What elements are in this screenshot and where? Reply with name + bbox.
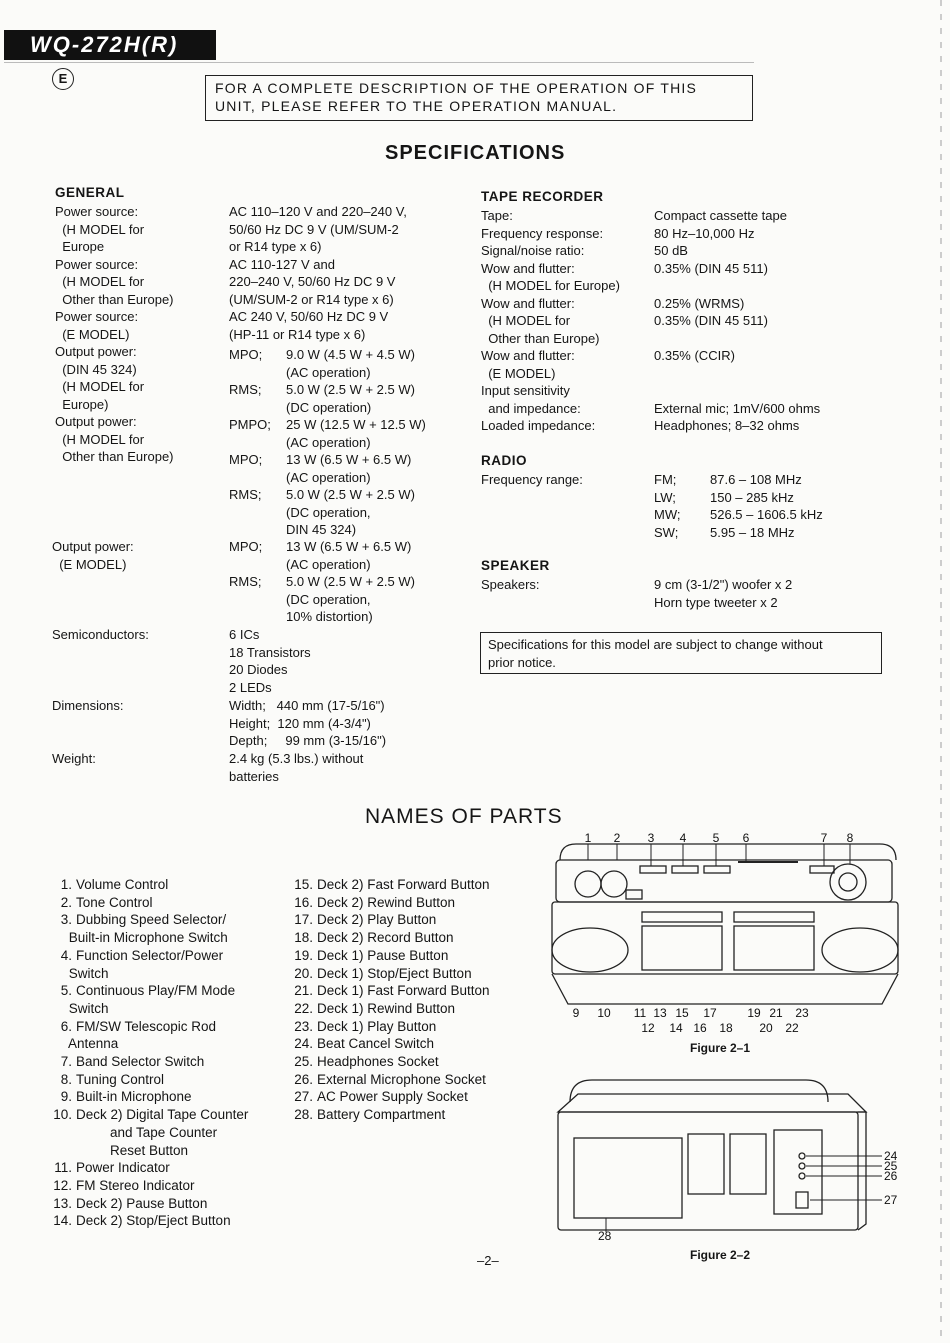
part-number: 16. xyxy=(294,894,313,910)
figure1-label-7: 7 xyxy=(820,832,828,845)
speaker-value: 9 cm (3-1/2") woofer x 2 Horn type tweeter x 2 xyxy=(654,577,793,610)
part-number: 23. xyxy=(294,1018,313,1034)
figure2-label-26: 26 xyxy=(884,1169,898,1183)
part-number: 17. xyxy=(294,912,313,928)
radio-bands: FM; LW; MW; SW; xyxy=(654,472,681,540)
part-number: 24. xyxy=(294,1036,313,1052)
figure1-label-13: 13 xyxy=(653,1006,667,1020)
weight-label: Weight: xyxy=(52,751,96,766)
part-name: Power Indicator xyxy=(76,1160,170,1176)
tape-recorder-heading: TAPE RECORDER xyxy=(481,189,604,204)
figure2-label-24: 24 xyxy=(884,1149,898,1163)
part-name: Deck 2) Pause Button xyxy=(76,1195,208,1211)
part-name: FM/SW Telescopic Rod Antenna xyxy=(68,1018,217,1052)
part-name: Tone Control xyxy=(76,894,153,910)
header-rule xyxy=(4,62,754,63)
part-number: 20. xyxy=(294,965,313,981)
part-item xyxy=(291,1071,490,1089)
part-item xyxy=(50,911,248,946)
carry-handle xyxy=(560,844,896,860)
operation-notice: FOR A COMPLETE DESCRIPTION OF THE OPERATION OF THIS UNIT, PLEASE REFER TO THE OPERATION MANUAL. xyxy=(205,75,753,121)
part-item xyxy=(50,1018,248,1053)
speaker-heading: SPEAKER xyxy=(481,558,550,573)
part-name: Beat Cancel Switch xyxy=(317,1036,435,1052)
part-number: 21. xyxy=(294,983,313,999)
part-name: Deck 2) Fast Forward Button xyxy=(317,877,490,892)
output-e-labels: MPO; RMS; xyxy=(229,539,263,589)
figure1-label-17: 17 xyxy=(703,1006,717,1020)
part-number: 10. xyxy=(53,1107,72,1123)
tape-recorder-values: Compact cassette tape 80 Hz–10,000 Hz 50 dB 0.35% (DIN 45 511) 0.25% (WRMS) 0.35% (DIN 45 511) 0.35% (CCIR) External mic; 1mV/600 ohms Headphones; 8–32 ohms xyxy=(654,208,821,433)
part-number: 18. xyxy=(294,930,313,946)
part-name: External Microphone Socket xyxy=(317,1071,486,1087)
part-item xyxy=(50,894,248,912)
part-item xyxy=(50,1195,248,1213)
figure1-label-8: 8 xyxy=(846,832,854,845)
part-item xyxy=(291,894,490,912)
radio-heading: RADIO xyxy=(481,453,527,468)
part-number: 22. xyxy=(294,1000,313,1016)
deck2-buttons xyxy=(642,912,722,922)
figure1-label-23: 23 xyxy=(795,1006,809,1020)
part-item xyxy=(291,947,490,965)
volume-knob xyxy=(575,871,601,897)
output-e-label: Output power: (E MODEL) xyxy=(52,539,134,572)
part-number: 6. xyxy=(60,1018,72,1034)
figure1-label-5: 5 xyxy=(712,832,720,845)
part-name: Volume Control xyxy=(76,877,169,892)
beat-cancel-switch xyxy=(799,1153,805,1159)
part-item xyxy=(50,1212,248,1230)
part-item xyxy=(291,1053,490,1071)
part-number: 4. xyxy=(60,947,72,963)
part-name: Deck 1) Pause Button xyxy=(317,947,449,963)
part-name: FM Stereo Indicator xyxy=(76,1177,195,1193)
part-item xyxy=(50,876,248,894)
part-name: Function Selector/Power Switch xyxy=(68,947,224,981)
weight-value: 2.4 kg (5.3 lbs.) without batteries xyxy=(229,751,364,784)
part-number: 11. xyxy=(54,1160,72,1176)
part-number: 14. xyxy=(53,1213,72,1229)
specifications-title: SPECIFICATIONS xyxy=(385,142,566,164)
figure1-label-1: 1 xyxy=(584,832,592,845)
figure2-label-28: 28 xyxy=(598,1229,612,1242)
figure1-label-11: 11 xyxy=(633,1006,647,1020)
figure1-label-6: 6 xyxy=(742,832,750,845)
figure1-label-22: 22 xyxy=(785,1021,799,1035)
deck1-buttons xyxy=(734,912,814,922)
part-item xyxy=(291,876,490,894)
part-number: 27. xyxy=(294,1089,313,1105)
right-speaker xyxy=(822,928,898,972)
ac-socket xyxy=(796,1192,808,1208)
semiconductors-value: 6 ICs 18 Transistors 20 Diodes 2 LEDs xyxy=(229,627,311,695)
part-number: 2. xyxy=(60,894,72,910)
tone-knob xyxy=(601,871,627,897)
part-name: Deck 1) Stop/Eject Button xyxy=(317,965,472,981)
part-item xyxy=(291,1018,490,1036)
part-name: Deck 2) Record Button xyxy=(317,930,454,946)
figure2-label-27: 27 xyxy=(884,1193,898,1207)
part-item xyxy=(291,965,490,983)
general-power-values: AC 110–120 V and 220–240 V, 50/60 Hz DC 9 V (UM/SUM-2 or R14 type x 6) AC 110-127 V and 220–240 V, 50/60 Hz DC 9 V (UM/SUM-2 or R14 type x 6) AC 240 V, 50/60 Hz DC 9 V (HP-11 or R14 type x 6) xyxy=(229,204,407,342)
part-number: 1. xyxy=(60,877,72,892)
deck2-door xyxy=(642,926,722,970)
figure1-label-18: 18 xyxy=(719,1021,733,1035)
part-item xyxy=(50,1088,248,1106)
part-name: Deck 2) Rewind Button xyxy=(317,894,456,910)
part-item xyxy=(50,1071,248,1089)
part-name: Deck 1) Fast Forward Button xyxy=(317,983,490,999)
output-e-values: 13 W (6.5 W + 6.5 W) (AC operation) 5.0 W (2.5 W + 2.5 W) (DC operation, 10% distortion) xyxy=(286,539,415,624)
battery-compartment xyxy=(574,1138,682,1218)
part-item xyxy=(291,1000,490,1018)
part-name: Deck 2) Play Button xyxy=(317,912,437,928)
figure1-label-14: 14 xyxy=(669,1021,683,1035)
part-item xyxy=(50,947,248,982)
top-surface xyxy=(558,1094,866,1112)
part-name: Tuning Control xyxy=(76,1071,165,1087)
part-number: 28. xyxy=(294,1107,313,1123)
base xyxy=(552,974,898,1004)
part-item xyxy=(291,1088,490,1106)
part-name: Battery Compartment xyxy=(317,1107,446,1123)
figure1-label-9: 9 xyxy=(572,1006,580,1020)
figure1-label-16: 16 xyxy=(693,1021,707,1035)
part-name: Built-in Microphone xyxy=(76,1089,192,1105)
left-speaker xyxy=(552,928,628,972)
deck1-door xyxy=(734,926,814,970)
general-heading: GENERAL xyxy=(55,185,125,200)
figure1-label-20: 20 xyxy=(759,1021,773,1035)
figure-2-2-rear-view xyxy=(548,1072,938,1242)
figure-2-1-caption: Figure 2–1 xyxy=(690,1041,751,1055)
page-number: –2– xyxy=(477,1253,499,1268)
part-item xyxy=(291,1106,490,1124)
part-name: Continuous Play/FM Mode Switch xyxy=(68,983,236,1016)
part-number: 19. xyxy=(294,947,313,963)
part-number: 8. xyxy=(60,1071,72,1087)
part-item xyxy=(291,911,490,929)
figure1-label-10: 10 xyxy=(597,1006,611,1020)
part-item xyxy=(50,1177,248,1195)
part-number: 13. xyxy=(53,1195,72,1211)
figure1-label-12: 12 xyxy=(641,1021,655,1035)
change-notice: Specifications for this model are subject to change without prior notice. xyxy=(480,632,882,674)
part-item xyxy=(50,1159,248,1177)
figure1-label-15: 15 xyxy=(675,1006,689,1020)
part-name: Deck 2) Digital Tape Counter and Tape Counter Reset Button xyxy=(76,1107,249,1158)
figure1-label-21: 21 xyxy=(769,1006,783,1020)
part-name: Headphones Socket xyxy=(317,1054,439,1070)
names-of-parts-title: NAMES OF PARTS xyxy=(365,805,563,828)
figure1-label-3: 3 xyxy=(647,832,655,845)
part-item xyxy=(50,1053,248,1071)
mic-socket xyxy=(799,1173,805,1179)
output-h-other-values: 25 W (12.5 W + 12.5 W) (AC operation) 13 W (6.5 W + 6.5 W) (AC operation) 5.0 W (2.5 W + 2.5 W) (DC operation, DIN 45 324) xyxy=(286,417,426,537)
figure2-label-25: 25 xyxy=(884,1159,898,1173)
tape-recorder-labels: Tape: Frequency response: Signal/noise ratio: Wow and flutter: (H MODEL for Europe) Wow and flutter: (H MODEL for Other than Europe) Wow and flutter: (E MODEL) Input sensitivity and impedance: Loaded impedance: xyxy=(481,208,620,433)
part-name: Deck 1) Rewind Button xyxy=(317,1000,456,1016)
semiconductors-label: Semiconductors: xyxy=(52,627,149,642)
dimensions-value: Width; 440 mm (17-5/16") Height; 120 mm (4-3/4") Depth; 99 mm (3-15/16") xyxy=(229,698,387,748)
figure1-label-19: 19 xyxy=(747,1006,761,1020)
part-item xyxy=(291,982,490,1000)
output-h-europe-values: 9.0 W (4.5 W + 4.5 W) (AC operation) 5.0 W (2.5 W + 2.5 W) (DC operation) xyxy=(286,347,415,415)
part-number: 12. xyxy=(53,1177,72,1193)
part-item xyxy=(291,929,490,947)
part-item xyxy=(50,982,248,1017)
part-name: AC Power Supply Socket xyxy=(317,1089,468,1105)
dimensions-label: Dimensions: xyxy=(52,698,124,713)
radio-label: Frequency range: xyxy=(481,472,583,487)
part-name: Deck 2) Stop/Eject Button xyxy=(76,1213,231,1229)
part-number: 9. xyxy=(60,1089,72,1105)
part-number: 26. xyxy=(294,1071,313,1087)
figure1-label-2: 2 xyxy=(613,832,621,845)
scan-edge xyxy=(940,0,942,1343)
part-name: Band Selector Switch xyxy=(76,1054,205,1070)
parts-list-column-2 xyxy=(291,876,490,1124)
tuning-knob xyxy=(830,864,866,900)
carry-handle xyxy=(570,1080,828,1102)
parts-list-column-1 xyxy=(50,876,248,1230)
part-number: 5. xyxy=(60,983,72,999)
figure-2-1-front-view xyxy=(548,832,938,1064)
general-labels: Power source: (H MODEL for Europe Power source: (H MODEL for Other than Europe) Power source: (E MODEL) Output power: (DIN 45 324) (H MODEL for Europe) Output power: (H MODEL for Other than Europe) xyxy=(55,204,174,464)
part-number: 3. xyxy=(60,912,72,928)
radio-ranges: 87.6 – 108 MHz 150 – 285 kHz 526.5 – 1606.5 kHz 5.95 – 18 MHz xyxy=(710,472,823,540)
figure-2-2-caption: Figure 2–2 xyxy=(690,1248,751,1262)
body xyxy=(552,902,898,974)
speaker-label: Speakers: xyxy=(481,577,540,592)
part-number: 15. xyxy=(294,877,313,892)
part-name: Dubbing Speed Selector/ Built-in Microphone Switch xyxy=(68,912,228,946)
part-number: 7. xyxy=(60,1054,72,1070)
figure1-label-4: 4 xyxy=(679,832,687,845)
part-name: Deck 1) Play Button xyxy=(317,1018,437,1034)
part-item xyxy=(50,1106,248,1159)
region-mark: E xyxy=(52,68,74,90)
model-banner: WQ-272H(R) xyxy=(4,30,216,60)
output-h-other-labels: PMPO; MPO; RMS; xyxy=(229,417,271,502)
part-item xyxy=(291,1035,490,1053)
headphones-socket xyxy=(799,1163,805,1169)
part-number: 25. xyxy=(294,1054,313,1070)
output-h-europe-labels: MPO; RMS; xyxy=(229,347,263,397)
